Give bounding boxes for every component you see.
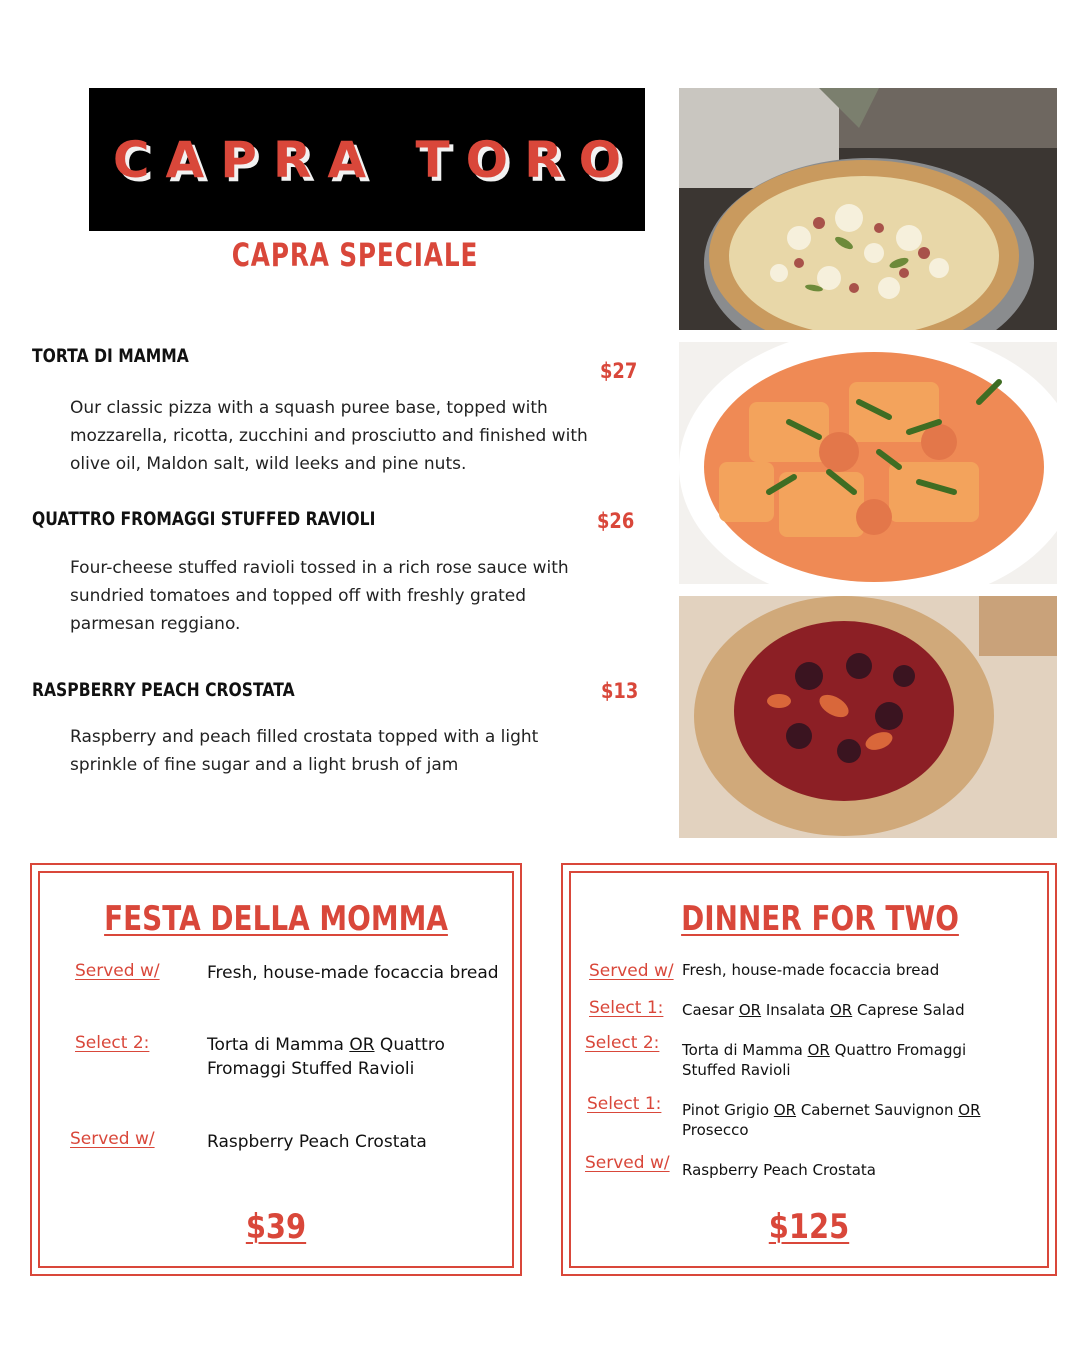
- dinner-value-crostata: Raspberry Peach Crostata: [682, 1161, 876, 1179]
- item-name-ravioli: QUATTRO FROMAGGI STUFFED RAVIOLI: [32, 508, 376, 530]
- dinner-value-focaccia: Fresh, house-made focaccia bread: [682, 961, 940, 979]
- wine-cabernet: Cabernet Sauvignon: [796, 1101, 959, 1119]
- crostata-photo: [679, 596, 1057, 838]
- wine-pinot: Pinot Grigio: [682, 1101, 774, 1119]
- item-name-crostata: RASPBERRY PEACH CROSTATA: [32, 679, 295, 701]
- festa-main-a: Torta di Mamma: [207, 1035, 350, 1055]
- festa-price: $39: [245, 1207, 307, 1247]
- wine-prosecco: Prosecco: [682, 1121, 749, 1139]
- festa-value-crostata: Raspberry Peach Crostata: [207, 1132, 427, 1152]
- dinner-label-served-2: Served w/: [585, 1153, 670, 1173]
- logo: [89, 88, 645, 231]
- main-ravioli: Quattro Fromaggi Stuffed Ravioli: [682, 1041, 967, 1079]
- ravioli-photo: [679, 342, 1057, 584]
- item-price-ravioli: $26: [597, 509, 635, 533]
- dinner-price: $125: [768, 1207, 850, 1247]
- wine-or-1: OR: [773, 1101, 797, 1119]
- main-or: OR: [807, 1041, 830, 1059]
- salad-insalata: Insalata: [761, 1001, 830, 1019]
- festa-label-select: Select 2:: [75, 1033, 150, 1053]
- wine-or-2: OR: [958, 1101, 981, 1119]
- dinner-label-select-mains: Select 2:: [585, 1033, 660, 1053]
- festa-label-served-1: Served w/: [75, 961, 160, 981]
- salad-caesar: Caesar: [682, 1001, 739, 1019]
- dinner-value-wines: [682, 1100, 1012, 1140]
- item-price-torta: $27: [600, 359, 638, 383]
- festa-or: OR: [349, 1035, 375, 1055]
- salad-or-2: OR: [829, 1001, 853, 1019]
- pizza-photo: [679, 88, 1057, 330]
- dinner-value-mains: [682, 1040, 992, 1080]
- item-name-torta: TORTA DI MAMMA: [32, 345, 189, 367]
- festa-main-b: Quattro Fromaggi Stuffed Ravioli: [207, 1035, 445, 1079]
- item-desc-ravioli: Four-cheese stuffed ravioli tossed in a rich rose sauce with sundried tomatoes and topped off with freshly grated parmesan reggiano.: [70, 558, 569, 634]
- item-desc-crostata: Raspberry and peach filled crostata topped with a light sprinkle of fine sugar and a light brush of jam: [70, 727, 539, 775]
- dinner-value-salads: [682, 1000, 1022, 1020]
- dinner-title: DINNER FOR TWO: [681, 899, 959, 939]
- dinner-label-served-1: Served w/: [589, 961, 674, 981]
- festa-label-served-2: Served w/: [70, 1129, 155, 1149]
- salad-caprese: Caprese Salad: [852, 1001, 965, 1019]
- main-torta: Torta di Mamma: [682, 1041, 808, 1059]
- logo-text: CAPRA TORO: [112, 130, 638, 189]
- section-title: CAPRA SPECIALE: [231, 236, 479, 274]
- festa-value-focaccia: Fresh, house-made focaccia bread: [207, 963, 499, 983]
- dinner-label-select-salad: Select 1:: [589, 998, 664, 1018]
- festa-title: FESTA DELLA MOMMA: [104, 899, 448, 939]
- item-price-crostata: $13: [601, 679, 639, 703]
- item-desc-torta: Our classic pizza with a squash puree base, topped with mozzarella, ricotta, zucchini and prosciutto and finished with olive oil, Maldon salt, wild leeks and pine nuts.: [70, 398, 588, 474]
- dinner-label-select-wine: Select 1:: [587, 1094, 662, 1114]
- festa-value-mains: [207, 1033, 477, 1081]
- salad-or-1: OR: [738, 1001, 762, 1019]
